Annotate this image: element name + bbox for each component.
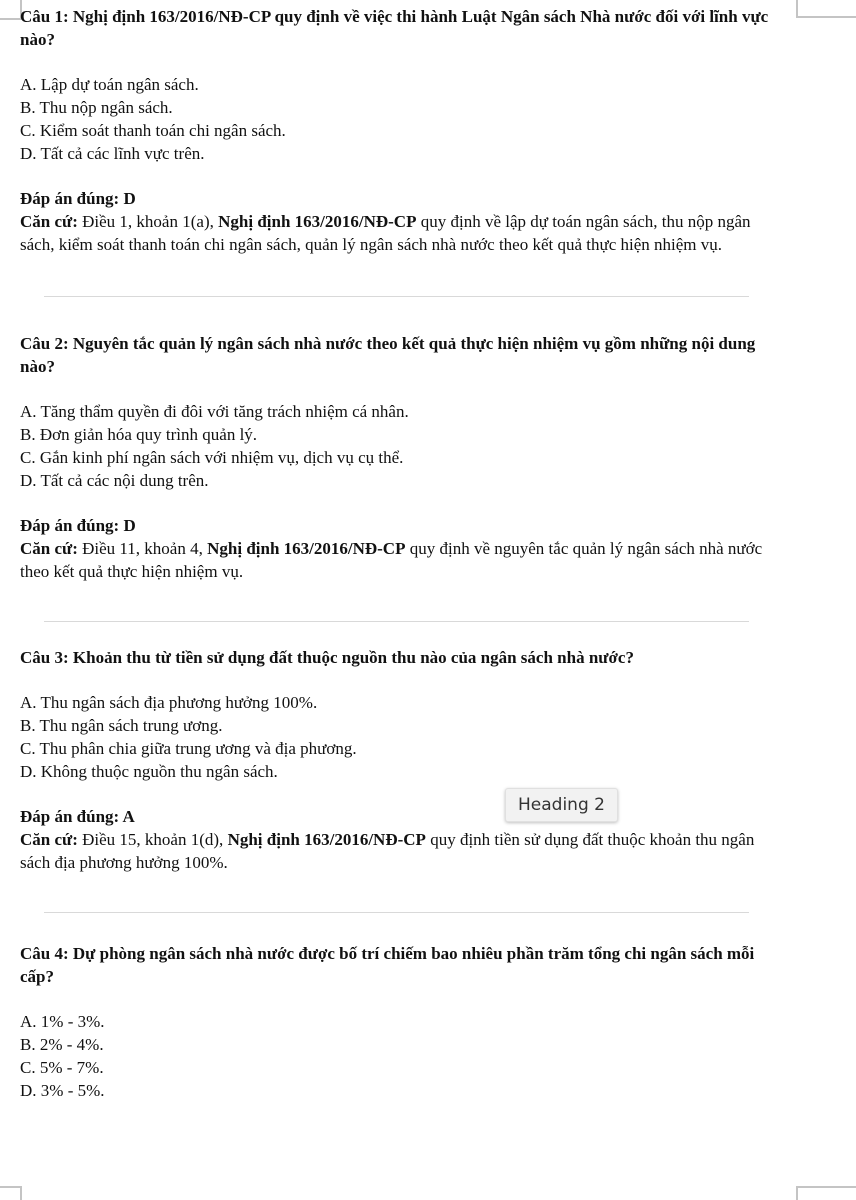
option-b: B. Thu ngân sách trung ương. [20, 716, 223, 735]
basis-text: quy định về lập dự toán ngân sách, thu nộp ngân sách, kiểm soát thanh toán chi ngân sách, quản lý ngân sách nhà nước theo kết quả thực hiện nhiệm vụ. [20, 212, 751, 254]
question-title: Câu 4: Dự phòng ngân sách nhà nước được bố trí chiếm bao nhiêu phần trăm tổng chi ngân sách mỗi cấp? [20, 944, 755, 986]
basis-text: Điều 11, khoản 4, [77, 539, 208, 558]
answer-block [20, 805, 780, 874]
option-c: C. 5% - 7%. [20, 1058, 104, 1077]
correct-answer: Đáp án đúng: D [20, 516, 136, 535]
crop-mark-bottom-right [796, 1186, 856, 1200]
answer-basis [20, 828, 780, 874]
option-b: B. Đơn giản hóa quy trình quản lý. [20, 425, 258, 444]
crop-mark-top-right [796, 0, 856, 18]
correct-answer: Đáp án đúng: A [20, 807, 135, 826]
question-3 [20, 646, 780, 874]
option-d: D. Không thuộc nguồn thu ngân sách. [20, 762, 278, 781]
question-title: Câu 2: Nguyên tắc quản lý ngân sách nhà nước theo kết quả thực hiện nhiệm vụ gồm những nội dung nào? [20, 334, 756, 376]
question-4 [20, 942, 780, 1102]
option-a: A. Thu ngân sách địa phương hưởng 100%. [20, 693, 318, 712]
divider [44, 621, 749, 622]
question-title: Câu 1: Nghị định 163/2016/NĐ-CP quy định về việc thi hành Luật Ngân sách Nhà nước đối với lĩnh vực nào? [20, 7, 769, 49]
option-c: C. Thu phân chia giữa trung ương và địa phương. [20, 739, 357, 758]
question-title: Câu 3: Khoản thu từ tiền sử dụng đất thuộc nguồn thu nào của ngân sách nhà nước? [20, 648, 634, 667]
answer-basis [20, 537, 780, 583]
option-a: A. 1% - 3%. [20, 1012, 105, 1031]
option-list [20, 400, 780, 492]
question-2 [20, 332, 780, 583]
option-b: B. Thu nộp ngân sách. [20, 98, 173, 117]
decree-reference: Nghị định 163/2016/NĐ-CP [207, 539, 406, 558]
question-1 [20, 5, 780, 256]
basis-text: quy định về nguyên tắc quản lý ngân sách nhà nước theo kết quả thực hiện nhiệm vụ. [20, 539, 763, 581]
option-b: B. 2% - 4%. [20, 1035, 104, 1054]
basis-text: quy định tiền sử dụng đất thuộc khoản thu ngân sách địa phương hưởng 100%. [20, 830, 755, 872]
option-d: D. Tất cả các lĩnh vực trên. [20, 144, 205, 163]
answer-basis [20, 210, 780, 256]
option-a: A. Lập dự toán ngân sách. [20, 75, 199, 94]
divider [44, 296, 749, 297]
basis-text: Điều 15, khoản 1(d), [77, 830, 228, 849]
basis-label: Căn cứ: [20, 212, 78, 231]
option-d: D. 3% - 5%. [20, 1081, 105, 1100]
decree-reference: Nghị định 163/2016/NĐ-CP [227, 830, 426, 849]
crop-mark-top-left [0, 0, 22, 20]
style-tooltip: Heading 2 [505, 788, 618, 822]
document-body [20, 5, 780, 1102]
option-c: C. Gắn kinh phí ngân sách với nhiệm vụ, dịch vụ cụ thể. [20, 448, 404, 467]
crop-mark-bottom-left [0, 1186, 22, 1200]
option-list [20, 691, 780, 783]
divider [44, 912, 749, 913]
correct-answer: Đáp án đúng: D [20, 189, 136, 208]
decree-reference: Nghị định 163/2016/NĐ-CP [218, 212, 417, 231]
option-list [20, 1010, 780, 1102]
option-c: C. Kiểm soát thanh toán chi ngân sách. [20, 121, 286, 140]
option-list [20, 73, 780, 165]
basis-text: Điều 1, khoản 1(a), [77, 212, 219, 231]
option-d: D. Tất cả các nội dung trên. [20, 471, 209, 490]
basis-label: Căn cứ: [20, 539, 78, 558]
option-a: A. Tăng thẩm quyền đi đôi với tăng trách nhiệm cá nhân. [20, 402, 409, 421]
answer-block [20, 514, 780, 583]
answer-block [20, 187, 780, 256]
basis-label: Căn cứ: [20, 830, 78, 849]
